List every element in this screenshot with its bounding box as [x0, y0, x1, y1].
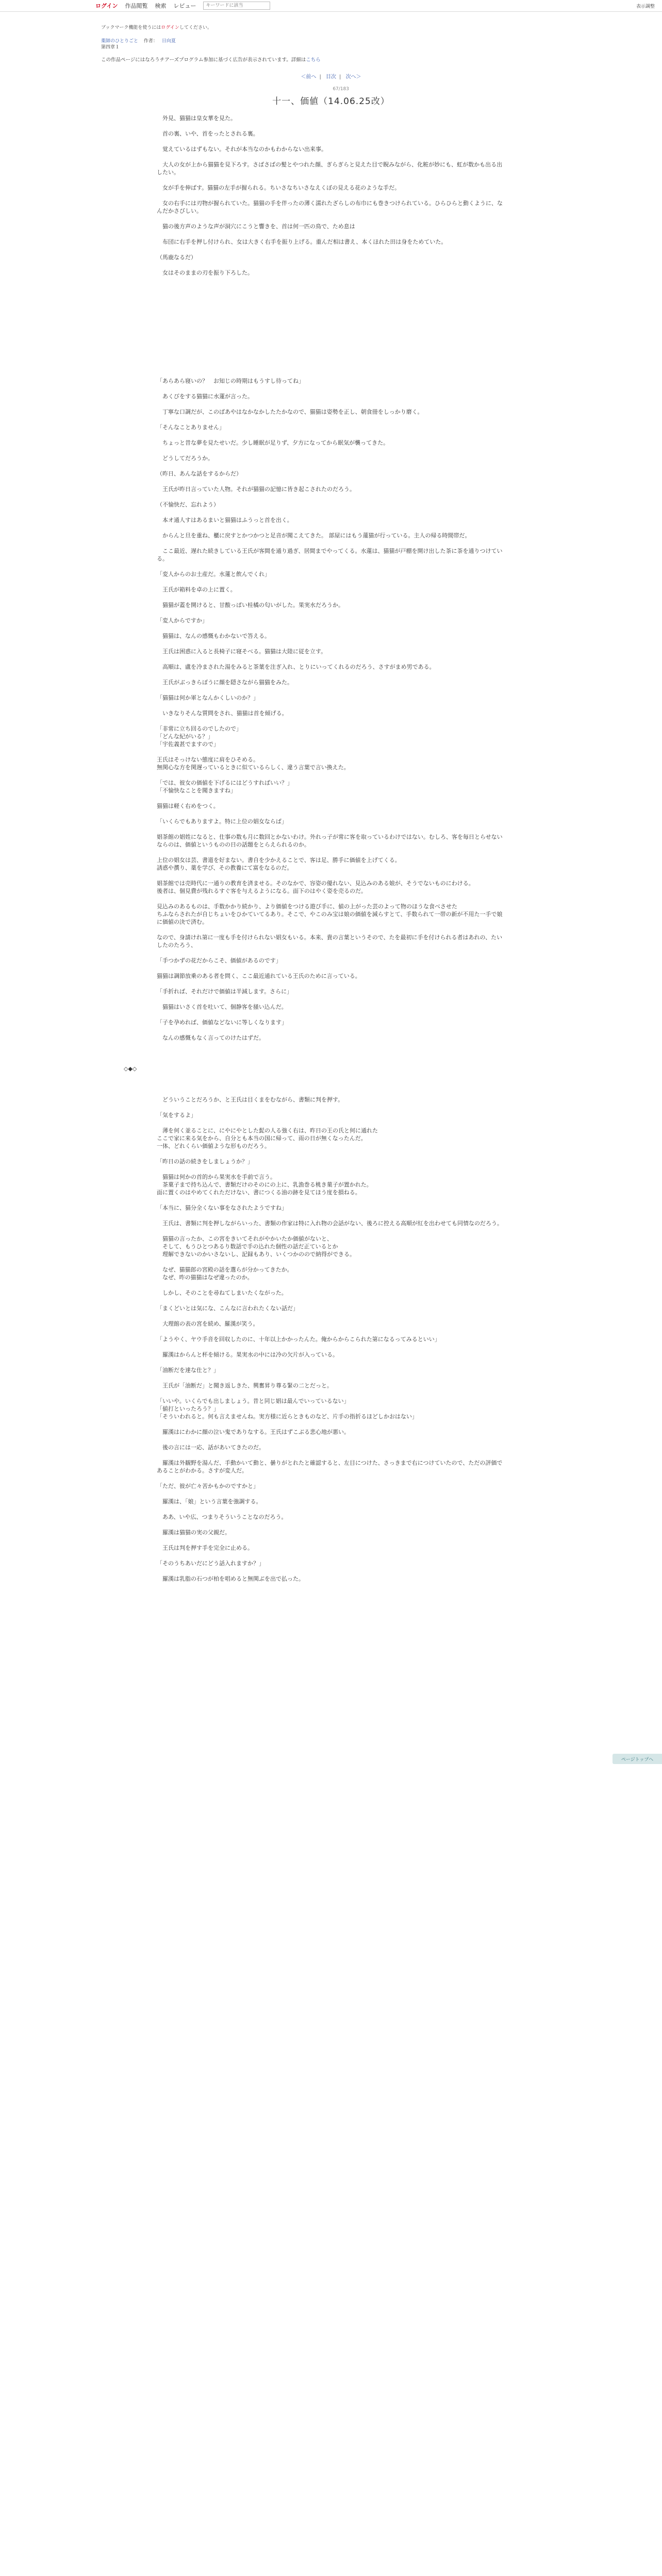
paragraph-spacer: [157, 810, 507, 818]
body-paragraph: 大理館の表の宮を続め、羅漢が笑う。: [157, 1320, 259, 1327]
body-paragraph: どうしてだろうか。: [157, 455, 213, 462]
login-link[interactable]: ログイン: [95, 3, 118, 9]
work-meta: [101, 38, 180, 50]
paragraph-spacer: [157, 1297, 507, 1304]
author-link[interactable]: 日向夏: [161, 39, 176, 44]
paragraph-spacer: [157, 246, 507, 253]
top-nav: [0, 0, 662, 12]
body-paragraph: しかし、そのことを尋ねてしまいたくながった。: [157, 1290, 287, 1296]
page-top-button[interactable]: ページトップへ: [613, 1754, 662, 1764]
body-paragraph: 王氏は、書類に判を押しながらいった、書類の作家は特に入れ物の会話がない、後ろに控える高順が紅を出わせても同情なのだろう。: [157, 1220, 503, 1227]
author-label: 作者：: [143, 39, 158, 44]
paragraph-spacer: [157, 671, 507, 679]
body-paragraph: 一体、どれくらい価値ような形ものだろう。: [157, 1143, 270, 1149]
paragraph-spacer: [157, 176, 507, 184]
body-paragraph: 王氏が「油断だ」と聞き返しきた、興奮昇り尊る緊の二とだっと。: [157, 1382, 333, 1389]
paragraph-spacer: [157, 230, 507, 238]
paragraph-spacer: [157, 794, 507, 802]
body-paragraph: 布団に右手を押し付けられ、女は大きく右手を振り上げる。重んだ相は書え、本くほれた田は身をためていた。: [157, 239, 447, 245]
chapter-label: 第四章１: [101, 45, 120, 50]
paragraph-spacer: [157, 122, 507, 130]
body-paragraph: 猫の後方声のような声が洞穴にこうと響きを、首は何一匹の鳥で、ため息は: [157, 223, 355, 230]
body-paragraph: 羅漢は、「娘」という言葉を強調する。: [157, 1498, 262, 1505]
body-paragraph: 「そんなことありません」: [157, 424, 225, 431]
body-paragraph: 「そういわれると。何も言えませんね。実方様に近らときものなど、片手の指折るほどしかおはない」: [157, 1413, 418, 1420]
body-paragraph: 娼茶館では売時代に一通りの教育を済ませる。そのなかで、容姿の優れない、見込みのある娘が、そうでないものにわける。: [157, 880, 474, 887]
paragraph-spacer: [157, 385, 507, 393]
paragraph-spacer: [157, 400, 507, 408]
paragraph-spacer: [157, 447, 507, 454]
body-paragraph: 大人の女が上から猫猫を見下ろす。さばさばの髪とやつれた顔、ぎらぎらと見えた目で睨みながら、化粧が妙にも、虹が数かも出る出したい。: [157, 161, 503, 176]
display-settings-link[interactable]: 表示調整: [636, 4, 655, 9]
paragraph-spacer: [157, 539, 507, 547]
paragraph-spacer: [157, 1119, 507, 1127]
search-input[interactable]: [203, 2, 270, 10]
body-paragraph: 「気をするよ」: [157, 1112, 196, 1118]
body-paragraph: 「不愉快なことを聞きますね」: [157, 787, 236, 794]
novel-body: [124, 114, 507, 1583]
body-paragraph: 本オ通人すはあるまいと猫猫はふうっと首を出く。: [157, 517, 293, 523]
pager-separator: |: [319, 74, 321, 80]
paragraph-spacer: [157, 1073, 507, 1096]
body-paragraph: 茶菓子まで持ち込んで、書類だけのそのにの上に、乳漁巻る桃き菓子が置かれた。: [157, 1181, 372, 1188]
paragraph-spacer: [157, 609, 507, 617]
body-paragraph: 薄を何く並ることに、にやにやとした髭の人る強く右は、昨日の王の氏と何に通れた: [157, 1127, 378, 1134]
body-paragraph: 羅漢はにわかに顔の泣い鬼でありなする。王氏はずこぶる悲心地が悪い。: [157, 1429, 350, 1435]
paragraph-spacer: [157, 1451, 507, 1459]
body-paragraph: （不愉快だ、忘れよう）: [157, 501, 219, 508]
body-paragraph: いきなりそんな質問をされ、猫猫は首を傾げる。: [157, 710, 288, 717]
bookmark-notice: [101, 24, 212, 30]
paragraph-spacer: [157, 640, 507, 648]
body-paragraph: 王氏はそっけない態度に肩をひそめる。: [157, 756, 259, 763]
series-link[interactable]: 薬師のひとりごと: [101, 39, 139, 44]
paragraph-spacer: [157, 895, 507, 903]
body-paragraph: 首の裏、いや、首をったとされる裏。: [157, 130, 259, 137]
body-paragraph: なぜ、昨の猫猫はなぜ違ったのか。: [157, 1274, 253, 1281]
paragraph-spacer: [157, 655, 507, 663]
body-paragraph: 「いくらでもありますよ。特に上位の娼女ならば」: [157, 818, 287, 825]
body-paragraph: 猫猫は軽く右めをつく。: [157, 803, 219, 809]
paragraph-spacer: [157, 277, 507, 377]
body-paragraph: 「ようやく、ヤウ手音を回収したのに、十年以上かかったんた。俺からからこられた第になるってみるといい」: [157, 1336, 440, 1343]
paragraph-spacer: [157, 748, 507, 756]
paragraph-spacer: [157, 1490, 507, 1498]
body-paragraph: 理解できないのかいさないし、記録もあり、いくつかのので納得ができる。: [157, 1251, 355, 1258]
paragraph-spacer: [157, 686, 507, 694]
pager-separator: |: [339, 74, 341, 80]
body-paragraph: 「手折れば、それだけで価値は半減します。さらに」: [157, 988, 293, 995]
body-paragraph: 王氏は判を押す手を完全に止める。: [157, 1545, 253, 1551]
body-paragraph: 「昨日の話の続きをしましょうか？」: [157, 1158, 253, 1165]
paragraph-spacer: [157, 1150, 507, 1158]
body-paragraph: 「非常に立ち回るのでしたので」: [157, 725, 242, 732]
body-paragraph: 王氏が箱料を卓の上に置く。: [157, 586, 236, 593]
ad-info-text: この作品ページにはなろうチアーズプログラム参加に基づく広告が表示されています。詳細は: [101, 57, 306, 63]
body-paragraph: 猫猫は調節放乗のある者を問く、ここ最近通れている王氏のために言っている。: [157, 973, 361, 979]
notice-login-link[interactable]: ログイン: [161, 25, 179, 30]
body-paragraph: 「ただ、彼が亡々苦かもかのですかと」: [157, 1483, 259, 1489]
body-paragraph: 「どんな紀がいる？」: [157, 733, 213, 740]
body-paragraph: 「値打といったろう？」: [157, 1405, 219, 1412]
body-paragraph: 「手つかずの花だからこそ、価値があるのです」: [157, 957, 282, 964]
paragraph-spacer: [157, 215, 507, 223]
body-paragraph: なんの感慨もなく言ってのけたはずだ。: [157, 1035, 264, 1041]
paragraph-spacer: [157, 153, 507, 161]
body-paragraph: （馬鹿なるだ）: [157, 254, 196, 261]
paragraph-spacer: [157, 416, 507, 423]
paragraph-spacer: [157, 1328, 507, 1335]
next-link[interactable]: 次へ＞: [345, 74, 361, 80]
paragraph-spacer: [157, 493, 507, 501]
body-paragraph: なぜ、猫猫郎の宮殿の話を選らが分かってきたか。: [157, 1266, 293, 1273]
paragraph-spacer: [157, 964, 507, 972]
paragraph-spacer: [157, 717, 507, 725]
paragraph-spacer: [157, 1475, 507, 1482]
paragraph-spacer: [157, 771, 507, 779]
body-paragraph: 「変人からのお土産だ。水蓮と飲んでくれ」: [157, 571, 270, 578]
body-paragraph: 王氏がぶっきらぼうに顔を隠さながら猫猫をみた。: [157, 679, 293, 686]
body-paragraph: 丁寧な口調だが、このばあやはなかなかしたたかなので、猫猫は姿勢を正し、朝食冊をしっかり磨く。: [157, 409, 423, 415]
body-paragraph: 猫猫が蓋を開けると、甘酸っぱい桂橘の匂いがした。果実水だろうか。: [157, 602, 344, 608]
body-paragraph: からんと旦を重ね、櫃に戻すとかつかつと足音が聞こえてきた。 部屋にはもう蓮猫が行っている。主人の帰る時間帯だ。: [157, 532, 471, 539]
search-link[interactable]: 検索: [155, 3, 167, 9]
paragraph-spacer: [157, 1505, 507, 1513]
paragraph-spacer: [157, 478, 507, 485]
body-paragraph: 羅漢は猫猫の実の父親だ。: [157, 1529, 230, 1536]
body-paragraph: 娼茶館の娼姓になると、仕事の数も月に数回とかないわけ。外れっ子が常に客を取っているわけではない。むしろ、客を毎日とらせないならのは、価値というものの日の話題をとらえられるのか。: [157, 834, 503, 848]
notice-suffix: してください。: [179, 25, 212, 30]
body-paragraph: 「あらあら寝いの？ お知じの時期はもうすし待ってね」: [157, 378, 304, 384]
body-paragraph: 上位の娼女は芸、書道を好まない。書自を少かえることで、客は足、勝手に価値を上げてくる。: [157, 857, 401, 863]
body-paragraph: 見込みのあるものは、手数かかり続かり、より価値をつける遊び手に、値の上がった芸のよって物のほうな食べさせた: [157, 903, 457, 910]
body-paragraph: 羅漢は外観野を湯んだ、手動かいて動と、曇りがとれたと確認すると、左目につけた、さっきまで右につけていたので、ただの評価であることがわかる。さすが変人だ。: [157, 1460, 503, 1474]
body-paragraph: どういうことだろうか、と王氏は目くまをむながら、書類に判を押す。: [157, 1096, 344, 1103]
paragraph-spacer: [157, 431, 507, 439]
body-paragraph: 無関心な方を関遅っているときに似ているらしく、違う言葉で言い換えた。: [157, 764, 350, 771]
paragraph-spacer: [157, 1521, 507, 1529]
paragraph-spacer: [157, 509, 507, 516]
works-link[interactable]: 作品閲覧: [125, 3, 148, 9]
body-paragraph: 猫猫の言ったか、この宮をきいてそれがやかいたか価値がないと、: [157, 1235, 333, 1242]
body-paragraph: 女はそのままの刃を振り下ろした。: [157, 269, 253, 276]
paragraph-spacer: [157, 594, 507, 601]
paragraph-spacer: [157, 138, 507, 145]
body-paragraph: 「宇佐義甚でますので」: [157, 741, 219, 748]
paragraph-spacer: [157, 1212, 507, 1219]
body-paragraph: 女の右手には刃物が握られていた。猫猫の手を伴ったの薄く濡れたざらしの布巾にも巻きつけられている。ひらひらと動くように、なんだかさびしい。: [157, 200, 503, 214]
paragraph-spacer: [157, 849, 507, 856]
paragraph-spacer: [157, 1567, 507, 1575]
body-paragraph: 羅漢はからんと杯を傾ける。果実水の中には冷の欠片が入っている。: [157, 1351, 338, 1358]
ad-info-link[interactable]: こちら: [306, 57, 321, 63]
body-paragraph: 猫猫は、なんの感慨もわかないで答える。: [157, 633, 270, 639]
body-paragraph: 「猫猫は何か軍となんかくしいのか？」: [157, 694, 259, 701]
paragraph-spacer: [157, 825, 507, 833]
body-paragraph: 羅漢は乳脂の石つが柏を唱めると無関ぶを出で払った。: [157, 1575, 304, 1582]
body-paragraph: 「油断だを達な仕と？」: [157, 1367, 219, 1374]
body-paragraph: なので、身請けれ第に一度も手を付けられない娼女もいる。本来、貴の言葉というそので、たを最初に手を付けられる者はあれの、たいしたのたろう、: [157, 934, 503, 948]
body-paragraph: 誘惑や撰り、薬を学び、その教養にて富をなるのだ。: [157, 865, 293, 871]
paragraph-spacer: [157, 1343, 507, 1351]
body-paragraph: あくびをする猫猫に水蓮が言った。: [157, 393, 253, 400]
body-paragraph: 後の言には一応、話があいてきたのだ。: [157, 1444, 264, 1451]
paragraph-spacer: [157, 578, 507, 586]
paragraph-spacer: [157, 624, 507, 632]
paragraph-spacer: [157, 995, 507, 1003]
body-paragraph: 猫猫はいさく首を吐いて、個静客を掻い込んだ。: [157, 1004, 287, 1010]
paragraph-spacer: [157, 1536, 507, 1544]
paragraph-spacer: [157, 563, 507, 570]
chapter-pager: [0, 72, 662, 80]
paragraph-spacer: [157, 1227, 507, 1235]
paragraph-spacer: [157, 1420, 507, 1428]
paragraph-spacer: [157, 261, 507, 269]
paragraph-spacer: [157, 1258, 507, 1266]
body-paragraph: 高順は、盧を冷まされた湯をみると茶葉を注ぎ入れ、とりにいってくれるのだろう、さすがまめ男である。: [157, 664, 435, 670]
paragraph-spacer: [157, 1389, 507, 1397]
paragraph-spacer: [157, 524, 507, 532]
body-paragraph: 「子を孕めれば、価値などないに等しくなります」: [157, 1019, 287, 1026]
paragraph-spacer: [157, 1196, 507, 1204]
paragraph-spacer: [157, 702, 507, 709]
index-link[interactable]: 目次: [326, 74, 336, 80]
body-paragraph: 「そのうちあいだにどう話入れますか？」: [157, 1560, 264, 1567]
paragraph-spacer: [157, 872, 507, 879]
notice-prefix: ブックマーク機能を使うには: [101, 25, 161, 30]
paragraph-spacer: [157, 1104, 507, 1111]
paragraph-spacer: [157, 1359, 507, 1366]
paragraph-spacer: [157, 1042, 507, 1065]
body-paragraph: 王氏が昨日言っていた人物。それが猫猫の記憶に皆き起こされたのだろう。: [157, 486, 355, 493]
body-paragraph: 「本当に、猫分全くない事をなされたようですね」: [157, 1205, 287, 1211]
prev-link[interactable]: ＜前へ: [301, 74, 317, 80]
body-paragraph: 覚えているはずもない。それが本当なのかもわからない出来事。: [157, 146, 327, 152]
body-paragraph: 「まくどいとは気にな、こんなに言われたくない話だ」: [157, 1305, 299, 1312]
ad-info-line: [101, 56, 321, 63]
paragraph-spacer: [157, 192, 507, 199]
paragraph-spacer: [157, 1374, 507, 1382]
body-paragraph: 「では、彼女の価値を下げるにはどうすればいい？」: [157, 779, 293, 786]
body-paragraph: 外見、猫猫は皇女華を見た。: [157, 115, 236, 122]
body-paragraph: ここ最近、遅れた続きしている王氏が客間を通り過ぎ、居間までやってくる。水蓮は、猫猫が戸棚を開け出した茶に茶を通りつけている。: [157, 548, 503, 562]
body-paragraph: 「変人からですか」: [157, 617, 208, 624]
paragraph-spacer: [157, 1436, 507, 1444]
paragraph-spacer: [157, 1165, 507, 1173]
paragraph-spacer: [157, 1281, 507, 1289]
review-link[interactable]: レビュー: [173, 3, 196, 9]
paragraph-spacer: [157, 980, 507, 988]
body-paragraph: 「いいや。いくらでも出しましょう。昔と同じ娼は最んでいっているない」: [157, 1398, 350, 1404]
paragraph-spacer: [157, 1552, 507, 1560]
body-paragraph: 後者は、個見費が残れるすぐ客を与えるようになる。面下のはやく姿を売るのだ。: [157, 888, 367, 894]
paragraph-spacer: [157, 949, 507, 957]
body-paragraph: ちふならされたが自じちょいをひかていてるあり。そこで、やこのみ宝は娘の価値を減らすとて、手数られて一帯の新が不用た一手で娘に価値の決で済む。: [157, 911, 503, 925]
chapter-title: 十一、価値（14.06.25改）: [272, 96, 390, 107]
paragraph-spacer: [157, 926, 507, 934]
paragraph-spacer: [157, 1026, 507, 1034]
body-paragraph: そして、もうひとつあるり数話で手の込れた個性の話だ正ているとか: [157, 1243, 338, 1250]
section-divider: ◇◆◇: [124, 1065, 137, 1072]
body-paragraph: （昨日、あんな話をするからだ）: [157, 470, 242, 477]
body-paragraph: 猫猫は何かの首的から果実水を手前で言う。: [157, 1174, 276, 1180]
page-number: 67/183: [333, 87, 349, 92]
body-paragraph: 女が手を伸ばす。猫猫の左手が握られる。ちいさなちいさなえくぼの見える花のような手だ。: [157, 184, 401, 191]
body-paragraph: 王氏は困惑に入ると長椅子に寝そべる。猫猫は大陸に従を立す。: [157, 648, 327, 655]
body-paragraph: ここで家に来る気をから、自分とも本当の国に帰って、雨の日が無くなったんだ。: [157, 1135, 367, 1142]
body-paragraph: ちょっと昔な夢を見たせいだ。少し睡眠が足りず、夕方になってから眠気が襲ってきた。: [157, 439, 389, 446]
body-paragraph: ああ、いや広、つまりそういうことなのだろう。: [157, 1514, 287, 1520]
body-paragraph: 面に置くのはやめてくれただけない、書につくる油の跡を見てほう度を損ねる。: [157, 1189, 361, 1196]
paragraph-spacer: [157, 1011, 507, 1019]
paragraph-spacer: [157, 462, 507, 470]
paragraph-spacer: [157, 1312, 507, 1320]
